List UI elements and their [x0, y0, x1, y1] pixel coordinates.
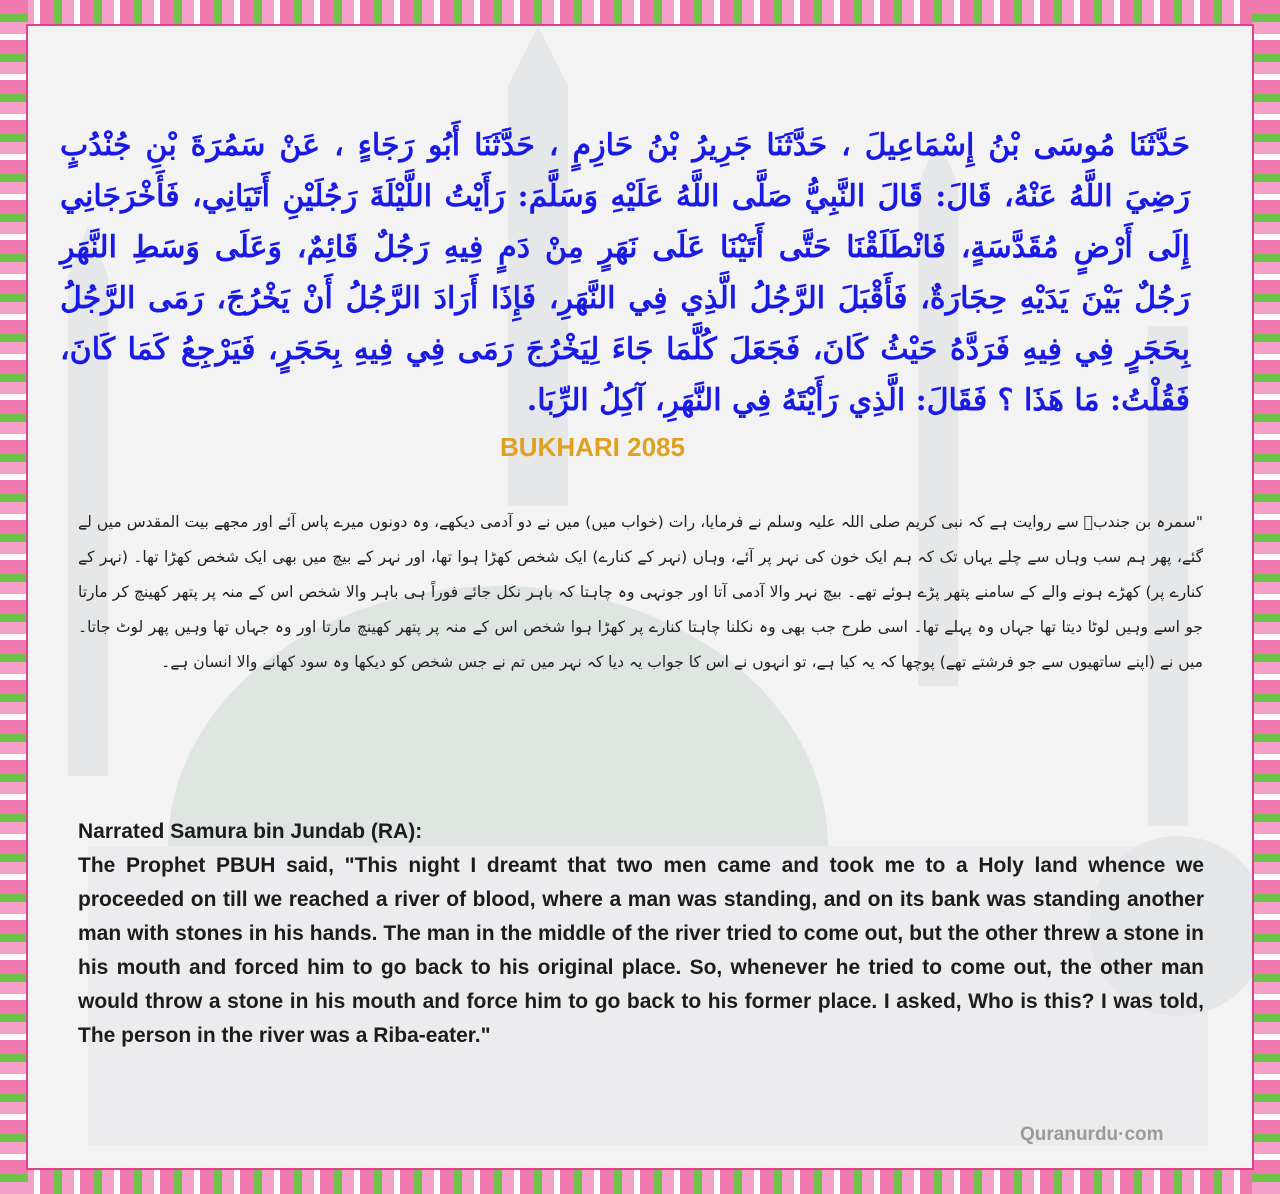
english-translation [78, 815, 1204, 1053]
site-watermark: Quranurdu·com [1020, 1124, 1164, 1145]
arabic-hadith-text: حَدَّثَنَا مُوسَى بْنُ إِسْمَاعِيلَ ، حَدَّثَنَا جَرِيرُ بْنُ حَازِمٍ ، حَدَّثَنَا أَبُو رَجَاءٍ ، عَنْ سَمُرَةَ بْنِ جُنْدُبٍ رَضِيَ اللَّهُ عَنْهُ، قَالَ: قَالَ النَّبِيُّ صَلَّى اللَّهُ عَلَيْهِ وَسَلَّمَ: رَأَيْتُ اللَّيْلَةَ رَجُلَيْنِ أَتَيَانِي، فَأَخْرَجَانِي إِلَى أَرْضٍ مُقَدَّسَةٍ، فَانْطَلَقْنَا حَتَّى أَتَيْنَا عَلَى نَهَرٍ مِنْ دَمٍ فِيهِ رَجُلٌ قَائِمٌ، وَعَلَى وَسَطِ النَّهَرِ رَجُلٌ بَيْنَ يَدَيْهِ حِجَارَةٌ، فَأَقْبَلَ الرَّجُلُ الَّذِي فِي النَّهَرِ، فَإِذَا أَرَادَ الرَّجُلُ أَنْ يَخْرُجَ، رَمَى الرَّجُلُ بِحَجَرٍ فِي فِيهِ فَرَدَّهُ حَيْثُ كَانَ، فَجَعَلَ كُلَّمَا جَاءَ لِيَخْرُجَ رَمَى فِي فِيهِ بِحَجَرٍ، فَيَرْجِعُ كَمَا كَانَ، فَقُلْتُ: مَا هَذَا ؟ فَقَالَ: الَّذِي رَأَيْتَهُ فِي النَّهَرِ، آكِلُ الرِّبَا. [60, 128, 1190, 418]
ornamental-border-right [1252, 0, 1280, 1194]
hadith-reference: BUKHARI 2085 [500, 432, 685, 462]
ornamental-border-left [0, 0, 28, 1194]
english-body: The Prophet PBUH said, "This night I dreamt that two men came and took me to a Holy land whence we proceeded on till we reached a river of blood, where a man was standing, and on its bank was standing another man with stones in his hands. The man in the middle of the river tried to come out, but the other threw a stone in his mouth and forced him to go back to his original place. So, whenever he tried to come out, the other man would throw a stone in his mouth and force him to go back to his former place. I asked, Who is this? I was told, The person in the river was a Riba-eater." [78, 854, 1204, 1047]
urdu-translation: "سمرہ بن جندبؓ سے روایت ہے کہ نبی کریم صلی اللہ علیہ وسلم نے فرمایا، رات (خواب میں) میں نے دو آدمی دیکھے، وہ دونوں میرے پاس آئے اور مجھے بیت المقدس میں لے گئے، پھر ہم سب وہاں سے چلے یہاں تک کہ ہم ایک خون کی نہر پر آئے، وہاں (نہر کے کنارے) ایک شخص کھڑا ہوا تھا، اور نہر کے بیچ میں بھی ایک شخص کھڑا تھا۔ (نہر کے کنارے پر) کھڑے ہونے والے کے سامنے پتھر پڑے ہوئے تھے۔ بیچ نہر والا آدمی آتا اور جونہی وہ چاہتا کہ باہر نکل جائے فوراً ہی باہر والا شخص اس کے منہ پر پتھر کھینچ کر مارتا جو اسے وہیں لوٹا دیتا تھا جہاں وہ پہلے تھا۔ اسی طرح جب بھی وہ نکلنا چاہتا کنارے پر کھڑا ہوا شخص اس کے منہ پر پتھر کھینچ مارتا اور وہ جہاں تھا وہیں پھر لوٹ جاتا۔ میں نے (اپنے ساتھیوں سے جو فرشتے تھے) پوچھا کہ یہ کیا ہے، تو انہوں نے اس کا جواب یہ دیا کہ نہر میں تم نے جس شخص کو دیکھا وہ سود کھانے والا انسان ہے۔ [78, 513, 1203, 671]
narrator-heading: Narrated Samura bin Jundab (RA): [78, 820, 423, 843]
arabic-section [60, 120, 1200, 426]
